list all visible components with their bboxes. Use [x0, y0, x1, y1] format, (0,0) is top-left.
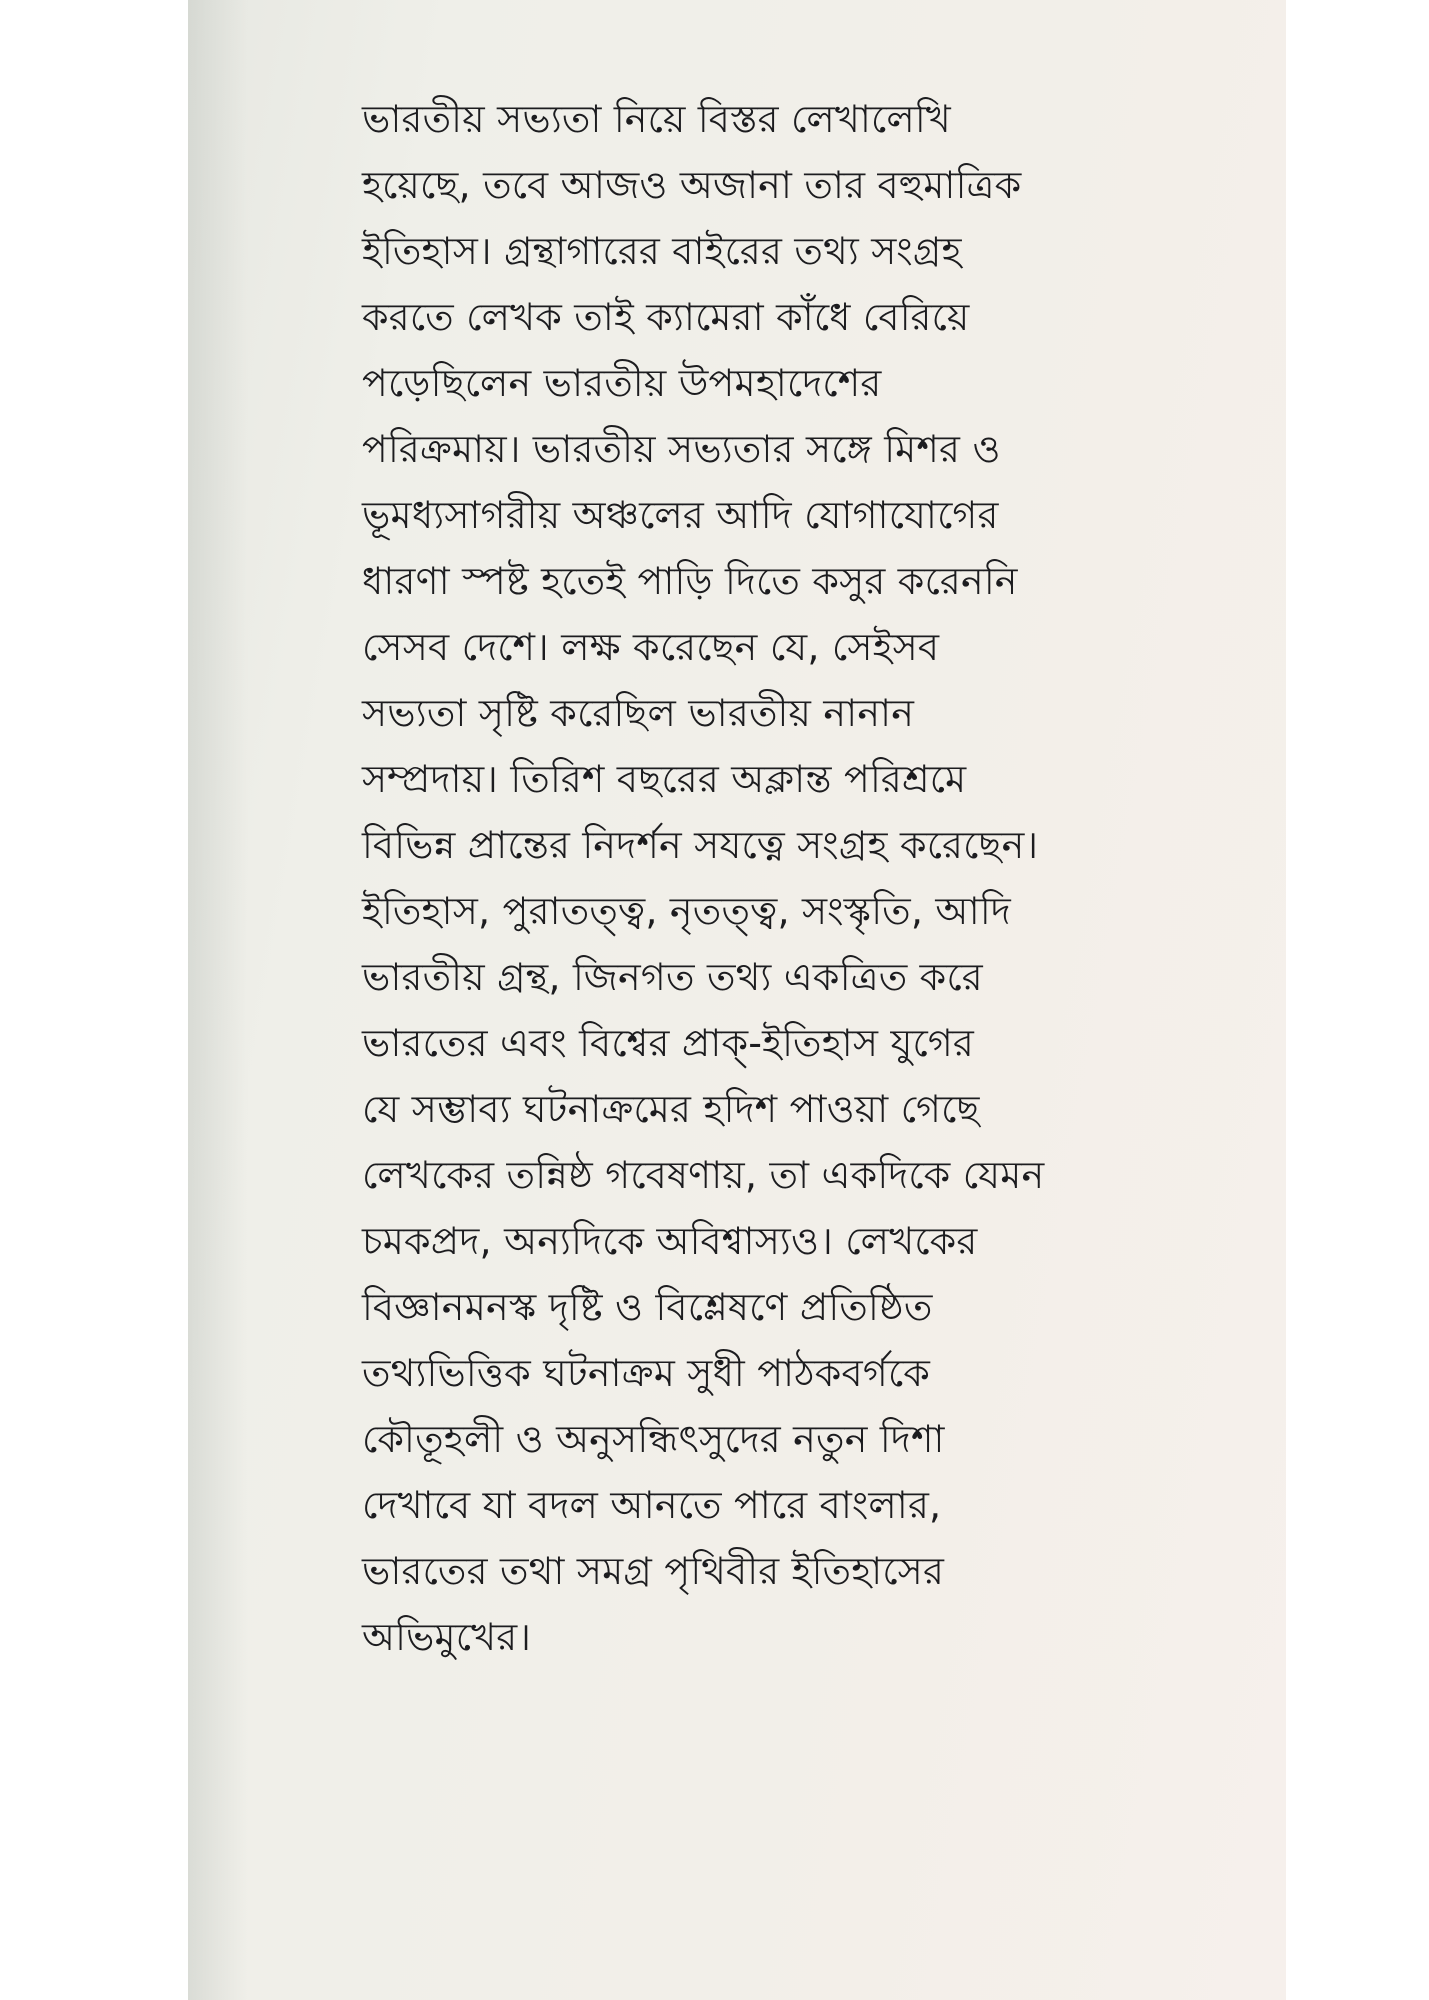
text-line: বিজ্ঞানমনস্ক দৃষ্টি ও বিশ্লেষণে প্রতিষ্ঠিত: [362, 1285, 933, 1329]
text-line: লেখকের তন্নিষ্ঠ গবেষণায়, তা একদিকে যেমন: [362, 1153, 1045, 1197]
text-line: ভারতীয় গ্রন্থ, জিনগত তথ্য একত্রিত করে: [362, 955, 983, 999]
text-line: ইতিহাস। গ্রন্থাগারের বাইরের তথ্য সংগ্রহ: [362, 229, 962, 273]
text-line: অভিমুখের।: [362, 1615, 532, 1659]
text-line: ভারতীয় সভ্যতা নিয়ে বিস্তর লেখালেখি: [362, 97, 951, 141]
text-line: সভ্যতা সৃষ্টি করেছিল ভারতীয় নানান: [362, 691, 915, 735]
text-line: বিভিন্ন প্রান্তের নিদর্শন সযত্নে সংগ্রহ করেছেন।: [362, 823, 1039, 867]
page-edge-shadow: [188, 0, 248, 2000]
text-line: কৌতূহলী ও অনুসন্ধিৎসুদের নতুন দিশা: [362, 1417, 945, 1461]
text-line: সম্প্রদায়। তিরিশ বছরের অক্লান্ত পরিশ্রমে: [362, 757, 967, 801]
text-line: ভূমধ্যসাগরীয় অঞ্চলের আদি যোগাযোগের: [362, 493, 999, 537]
text-line: তথ্যভিত্তিক ঘটনাক্রম সুধী পাঠকবর্গকে: [362, 1351, 931, 1395]
body-text: [362, 86, 1222, 1670]
text-line: সেসব দেশে। লক্ষ করেছেন যে, সেইসব: [362, 625, 940, 669]
text-line: দেখাবে যা বদল আনতে পারে বাংলার,: [362, 1483, 942, 1527]
text-line: ভারতের তথা সমগ্র পৃথিবীর ইতিহাসের: [362, 1549, 945, 1593]
text-line: ভারতের এবং বিশ্বের প্রাক্-ইতিহাস যুগের: [362, 1021, 975, 1065]
text-line: পড়েছিলেন ভারতীয় উপমহাদেশের: [362, 361, 882, 405]
text-line: ধারণা স্পষ্ট হতেই পাড়ি দিতে কসুর করেননি: [362, 559, 1018, 603]
text-line: করতে লেখক তাই ক্যামেরা কাঁধে বেরিয়ে: [362, 295, 970, 339]
text-line: যে সম্ভাব্য ঘটনাক্রমের হদিশ পাওয়া গেছে: [362, 1087, 980, 1131]
text-line: হয়েছে, তবে আজও অজানা তার বহুমাত্রিক: [362, 163, 1022, 207]
text-line: পরিক্রমায়। ভারতীয় সভ্যতার সঙ্গে মিশর ও: [362, 427, 1001, 471]
text-line: চমকপ্রদ, অন্যদিকে অবিশ্বাস্যও। লেখকের: [362, 1219, 978, 1263]
text-line: ইতিহাস, পুরাতত্ত্ব, নৃতত্ত্ব, সংস্কৃতি, আদি: [362, 889, 1011, 933]
